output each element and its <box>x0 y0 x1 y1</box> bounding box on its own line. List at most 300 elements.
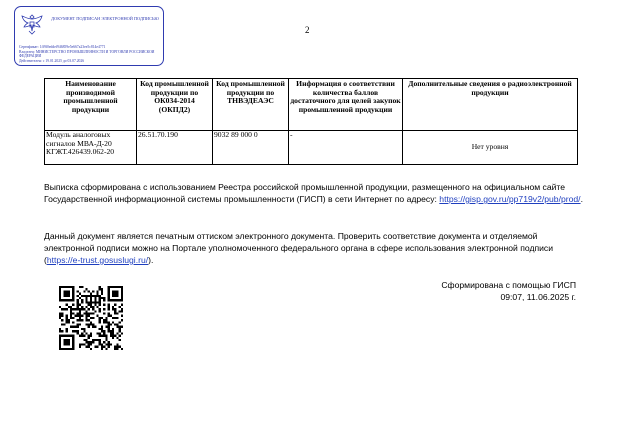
qr-module <box>103 330 105 332</box>
qr-module <box>88 290 90 292</box>
qr-module <box>114 290 116 292</box>
qr-module <box>108 341 110 343</box>
qr-module <box>97 332 99 334</box>
qr-module <box>59 317 61 319</box>
qr-module <box>99 304 101 306</box>
qr-module <box>68 295 70 297</box>
qr-module <box>83 335 85 337</box>
qr-module <box>121 326 123 328</box>
qr-module <box>68 348 70 350</box>
qr-module <box>114 286 116 288</box>
cell-additional-info: Нет уровня <box>403 131 578 165</box>
qr-module <box>59 295 61 297</box>
qr-module <box>66 339 68 341</box>
registry-paragraph <box>44 181 584 205</box>
qr-module <box>79 346 81 348</box>
qr-module <box>90 341 92 343</box>
qr-module <box>59 288 61 290</box>
qr-module <box>79 293 81 295</box>
qr-module <box>94 304 96 306</box>
qr-module <box>79 343 81 345</box>
qr-module <box>105 319 107 321</box>
qr-module <box>121 297 123 299</box>
qr-module <box>101 317 103 319</box>
qr-module <box>85 315 87 317</box>
qr-module <box>110 330 112 332</box>
qr-module <box>101 297 103 299</box>
qr-module <box>61 324 63 326</box>
qr-code[interactable] <box>59 286 123 350</box>
qr-module <box>94 346 96 348</box>
qr-module <box>101 346 103 348</box>
qr-module <box>121 310 123 312</box>
qr-module <box>121 293 123 295</box>
cell-score-info: - <box>289 131 403 165</box>
qr-module <box>90 332 92 334</box>
qr-module <box>70 326 72 328</box>
qr-module <box>97 339 99 341</box>
qr-module <box>101 293 103 295</box>
qr-module <box>72 293 74 295</box>
qr-module <box>103 332 105 334</box>
qr-module <box>79 304 81 306</box>
qr-module <box>59 299 61 301</box>
qr-module <box>99 319 101 321</box>
qr-module <box>77 304 79 306</box>
qr-module <box>101 328 103 330</box>
qr-module <box>90 295 92 297</box>
qr-module <box>99 299 101 301</box>
qr-module <box>66 341 68 343</box>
qr-module <box>66 328 68 330</box>
qr-module <box>110 343 112 345</box>
cell-okpd2-code: 26.51.70.190 <box>137 131 213 165</box>
qr-module <box>112 295 114 297</box>
qr-module <box>94 299 96 301</box>
qr-module <box>59 290 61 292</box>
qr-module <box>72 299 74 301</box>
qr-module <box>112 321 114 323</box>
qr-module <box>114 310 116 312</box>
qr-module <box>108 324 110 326</box>
qr-module <box>112 335 114 337</box>
qr-module <box>114 295 116 297</box>
qr-module <box>81 332 83 334</box>
qr-module <box>88 324 90 326</box>
qr-module <box>77 324 79 326</box>
qr-module <box>105 321 107 323</box>
qr-module <box>112 328 114 330</box>
qr-module <box>99 332 101 334</box>
verification-paragraph <box>44 230 584 266</box>
qr-module <box>112 293 114 295</box>
qr-module <box>114 317 116 319</box>
qr-module <box>99 286 101 288</box>
qr-module <box>83 343 85 345</box>
qr-module <box>68 343 70 345</box>
qr-module <box>85 312 87 314</box>
qr-module <box>108 328 110 330</box>
qr-module <box>70 317 72 319</box>
qr-module <box>79 310 81 312</box>
qr-module <box>79 315 81 317</box>
qr-module <box>99 317 101 319</box>
qr-module <box>116 299 118 301</box>
qr-module <box>81 335 83 337</box>
qr-module <box>90 317 92 319</box>
qr-module <box>121 290 123 292</box>
qr-module <box>85 341 87 343</box>
qr-module <box>61 312 63 314</box>
qr-module <box>105 335 107 337</box>
qr-module <box>94 301 96 303</box>
table-row <box>45 131 578 165</box>
qr-module <box>105 348 107 350</box>
qr-module <box>70 306 72 308</box>
qr-module <box>88 301 90 303</box>
qr-module <box>108 286 110 288</box>
qr-module <box>94 295 96 297</box>
header-additional-info: Дополнительные сведения о радиоэлектронной продукции <box>403 79 578 131</box>
registry-text: Выписка сформирована с использованием Реестра российской промышленной продукции, размещенного на официальном сайте Государственной информационной системы промышленности (ГИСП) в сети Интернет по адресу: <box>44 182 566 204</box>
qr-module <box>61 348 63 350</box>
qr-module <box>103 321 105 323</box>
qr-module <box>79 319 81 321</box>
qr-module <box>66 290 68 292</box>
qr-module <box>63 341 65 343</box>
qr-module <box>79 286 81 288</box>
header-product-name: Наименование производимой промышленной продукции <box>45 79 137 131</box>
qr-module <box>99 288 101 290</box>
cell-product-name: Модуль аналоговых сигналов МВА-Д-20 КГЖТ.426439.062-20 <box>45 131 137 165</box>
qr-module <box>114 348 116 350</box>
qr-module <box>116 290 118 292</box>
qr-module <box>90 306 92 308</box>
qr-module <box>108 290 110 292</box>
registry-suffix: . <box>580 194 583 204</box>
qr-module <box>68 290 70 292</box>
qr-module <box>63 293 65 295</box>
qr-module <box>101 288 103 290</box>
qr-module <box>66 335 68 337</box>
qr-module <box>103 346 105 348</box>
qr-module <box>90 293 92 295</box>
qr-module <box>97 295 99 297</box>
qr-module <box>70 286 72 288</box>
qr-module <box>72 317 74 319</box>
qr-module <box>72 295 74 297</box>
signature-stamp <box>14 6 164 66</box>
qr-module <box>88 315 90 317</box>
qr-module <box>105 343 107 345</box>
qr-module <box>61 286 63 288</box>
qr-module <box>72 321 74 323</box>
qr-module <box>72 348 74 350</box>
qr-module <box>88 295 90 297</box>
qr-module <box>83 295 85 297</box>
qr-module <box>116 293 118 295</box>
qr-module <box>59 293 61 295</box>
qr-module <box>116 324 118 326</box>
qr-module <box>59 335 61 337</box>
qr-module <box>103 335 105 337</box>
qr-module <box>77 315 79 317</box>
generated-label: Сформирована с помощью ГИСП <box>441 280 576 290</box>
qr-module <box>121 304 123 306</box>
qr-module <box>94 297 96 299</box>
qr-module <box>59 328 61 330</box>
qr-module <box>59 306 61 308</box>
qr-module <box>59 286 61 288</box>
qr-module <box>77 308 79 310</box>
qr-module <box>119 306 121 308</box>
qr-module <box>114 312 116 314</box>
qr-module <box>68 293 70 295</box>
qr-module <box>110 299 112 301</box>
qr-module <box>99 295 101 297</box>
coat-of-arms-icon <box>19 11 45 37</box>
products-table <box>44 78 578 165</box>
qr-module <box>72 330 74 332</box>
qr-module <box>90 348 92 350</box>
qr-module <box>108 330 110 332</box>
qr-module <box>114 308 116 310</box>
qr-module <box>108 321 110 323</box>
qr-module <box>101 335 103 337</box>
qr-module <box>77 301 79 303</box>
qr-module <box>66 319 68 321</box>
qr-module <box>108 299 110 301</box>
qr-module <box>103 341 105 343</box>
qr-module <box>121 295 123 297</box>
qr-module <box>59 297 61 299</box>
qr-module <box>114 324 116 326</box>
qr-module <box>119 335 121 337</box>
qr-module <box>119 321 121 323</box>
qr-module <box>99 328 101 330</box>
qr-module <box>119 326 121 328</box>
qr-module <box>108 288 110 290</box>
qr-module <box>105 326 107 328</box>
qr-module <box>77 319 79 321</box>
qr-module <box>77 332 79 334</box>
qr-module <box>92 308 94 310</box>
qr-module <box>92 312 94 314</box>
qr-module <box>99 335 101 337</box>
qr-module <box>66 293 68 295</box>
qr-module <box>70 312 72 314</box>
qr-module <box>70 315 72 317</box>
qr-module <box>116 346 118 348</box>
qr-module <box>61 319 63 321</box>
etrust-link[interactable]: https://e-trust.gosuslugi.ru/ <box>46 255 149 265</box>
qr-module <box>101 343 103 345</box>
qr-module <box>66 295 68 297</box>
qr-module <box>114 335 116 337</box>
qr-module <box>94 310 96 312</box>
qr-module <box>92 339 94 341</box>
verification-text: Данный документ является печатным оттиском электронного документа. Проверить соответствие документа и отделяемой электронной подписи можно на Портале уполномоченного федерального органа в сфере использования электронной подписи ( <box>44 231 554 265</box>
qr-module <box>92 317 94 319</box>
qr-module <box>116 295 118 297</box>
qr-module <box>112 299 114 301</box>
qr-module <box>61 330 63 332</box>
qr-module <box>59 339 61 341</box>
qr-module <box>99 297 101 299</box>
qr-module <box>66 286 68 288</box>
qr-module <box>77 295 79 297</box>
qr-module <box>63 343 65 345</box>
qr-module <box>72 337 74 339</box>
qr-module <box>66 330 68 332</box>
qr-module <box>81 308 83 310</box>
qr-module <box>108 315 110 317</box>
qr-module <box>63 324 65 326</box>
qr-module <box>88 341 90 343</box>
qr-module <box>105 339 107 341</box>
qr-module <box>70 335 72 337</box>
qr-module <box>119 346 121 348</box>
qr-module <box>108 312 110 314</box>
qr-module <box>85 297 87 299</box>
qr-module <box>77 312 79 314</box>
qr-module <box>121 332 123 334</box>
qr-module <box>110 286 112 288</box>
qr-module <box>72 312 74 314</box>
qr-module <box>94 326 96 328</box>
qr-module <box>68 286 70 288</box>
qr-module <box>85 346 87 348</box>
qr-module <box>59 312 61 314</box>
qr-module <box>83 330 85 332</box>
qr-module <box>63 335 65 337</box>
qr-module <box>116 348 118 350</box>
qr-module <box>85 317 87 319</box>
qr-module <box>112 286 114 288</box>
qr-module <box>116 286 118 288</box>
qr-module <box>66 308 68 310</box>
qr-module <box>59 330 61 332</box>
qr-module <box>114 304 116 306</box>
qr-module <box>121 286 123 288</box>
qr-module <box>116 337 118 339</box>
qr-module <box>108 326 110 328</box>
qr-module <box>110 324 112 326</box>
qr-module <box>88 308 90 310</box>
qr-module <box>108 306 110 308</box>
qr-module <box>112 330 114 332</box>
qr-module <box>88 346 90 348</box>
qr-module <box>99 339 101 341</box>
qr-module <box>74 308 76 310</box>
qr-module <box>112 337 114 339</box>
qr-module <box>70 310 72 312</box>
qr-module <box>79 312 81 314</box>
qr-module <box>121 319 123 321</box>
qr-module <box>66 299 68 301</box>
qr-module <box>97 315 99 317</box>
qr-module <box>59 315 61 317</box>
qr-module <box>72 290 74 292</box>
qr-module <box>79 317 81 319</box>
qr-module <box>63 308 65 310</box>
qr-module <box>90 321 92 323</box>
qr-module <box>85 306 87 308</box>
verification-suffix: ). <box>148 255 154 265</box>
qr-module <box>116 343 118 345</box>
qr-module <box>72 339 74 341</box>
qr-module <box>59 341 61 343</box>
qr-module <box>61 308 63 310</box>
qr-module <box>97 293 99 295</box>
qr-module <box>92 306 94 308</box>
qr-module <box>77 299 79 301</box>
qr-module <box>90 324 92 326</box>
qr-module <box>81 286 83 288</box>
qr-module <box>90 343 92 345</box>
qr-module <box>121 348 123 350</box>
stamp-owner: Владелец: МИНИСТЕРСТВО ПРОМЫШЛЕННОСТИ И ТОРГОВЛИ РОССИЙСКОЙ ФЕДЕРАЦИИ <box>19 49 155 59</box>
qr-module <box>63 286 65 288</box>
qr-module <box>83 290 85 292</box>
qr-module <box>72 304 74 306</box>
qr-module <box>105 337 107 339</box>
qr-module <box>70 299 72 301</box>
qr-module <box>72 335 74 337</box>
qr-module <box>90 301 92 303</box>
qr-module <box>101 326 103 328</box>
qr-module <box>85 288 87 290</box>
qr-module <box>88 326 90 328</box>
qr-module <box>70 348 72 350</box>
qr-module <box>63 290 65 292</box>
qr-module <box>116 312 118 314</box>
qr-module <box>92 326 94 328</box>
qr-module <box>74 315 76 317</box>
qr-module <box>110 335 112 337</box>
qr-module <box>72 341 74 343</box>
qr-module <box>68 321 70 323</box>
qr-module <box>92 290 94 292</box>
qr-module <box>59 348 61 350</box>
qr-module <box>103 308 105 310</box>
qr-module <box>63 348 65 350</box>
qr-module <box>103 299 105 301</box>
qr-module <box>72 297 74 299</box>
qr-module <box>121 315 123 317</box>
qr-module <box>85 301 87 303</box>
qr-module <box>83 308 85 310</box>
qr-module <box>112 317 114 319</box>
qr-module <box>108 346 110 348</box>
gisp-link[interactable]: https://gisp.gov.ru/pp719v2/pub/prod/ <box>439 194 581 204</box>
qr-module <box>119 299 121 301</box>
qr-module <box>72 308 74 310</box>
qr-module <box>77 306 79 308</box>
qr-module <box>90 299 92 301</box>
stamp-details <box>19 45 161 63</box>
qr-module <box>77 330 79 332</box>
qr-module <box>110 315 112 317</box>
qr-module <box>63 295 65 297</box>
qr-module <box>99 321 101 323</box>
qr-module <box>103 312 105 314</box>
qr-module <box>59 337 61 339</box>
qr-module <box>108 297 110 299</box>
qr-module <box>114 346 116 348</box>
qr-module <box>77 326 79 328</box>
qr-module <box>88 312 90 314</box>
